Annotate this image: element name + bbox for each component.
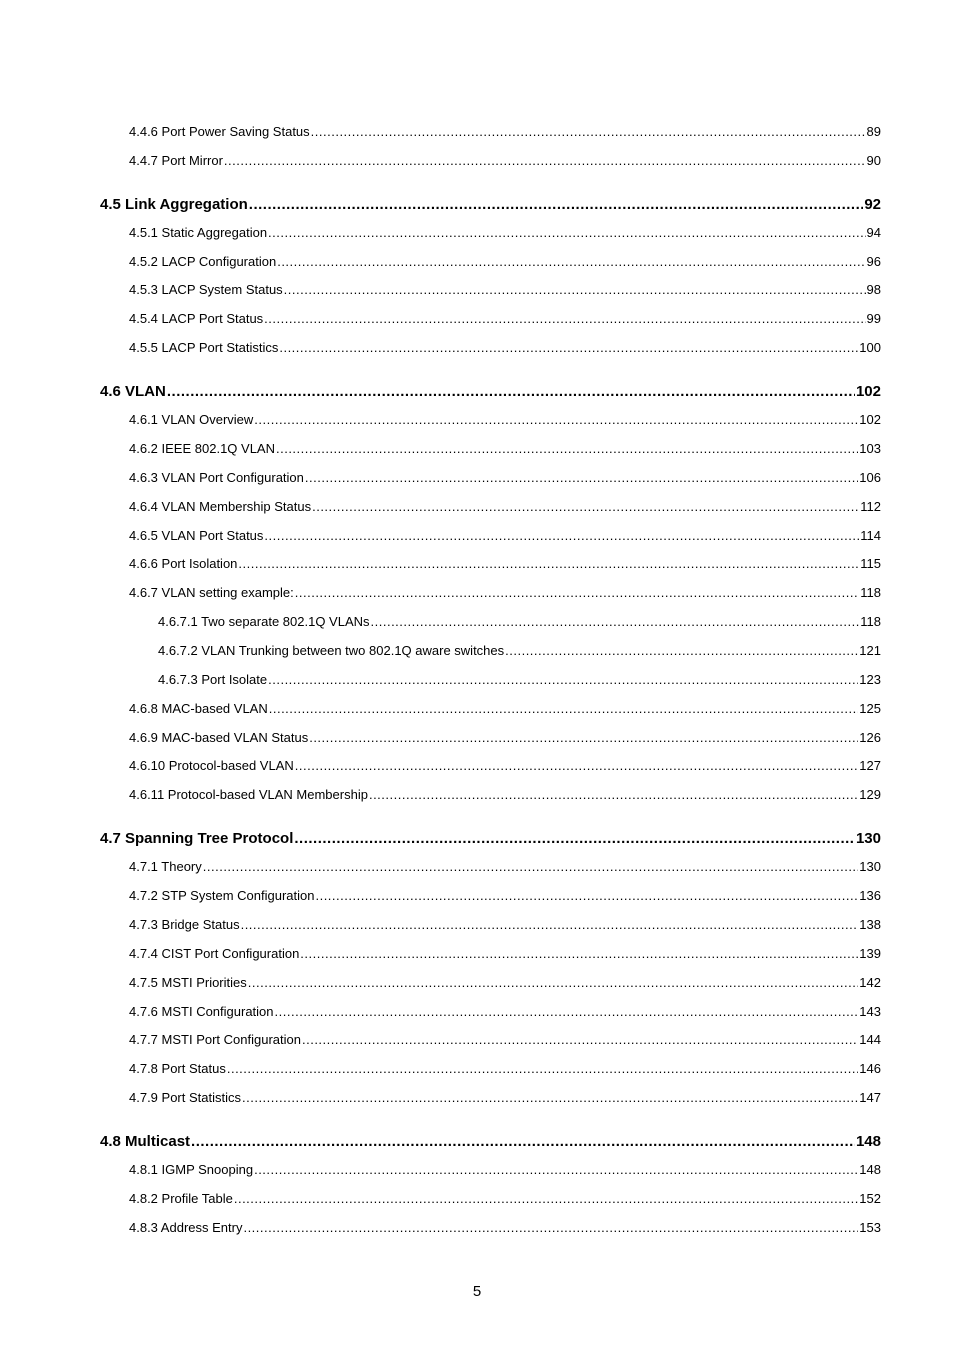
toc-entry[interactable] [129, 124, 881, 139]
toc-dot-leader [309, 730, 858, 745]
toc-entry-page: 94 [866, 225, 881, 240]
toc-entry-page: 142 [859, 975, 881, 990]
toc-entry-page: 146 [859, 1061, 881, 1076]
toc-entry-title: 4.8.3 Address Entry [129, 1220, 243, 1235]
toc-entry[interactable] [129, 1004, 881, 1019]
toc-entry[interactable] [129, 975, 881, 990]
toc-entry[interactable] [129, 441, 881, 456]
toc-dot-leader [295, 585, 860, 600]
toc-subentry[interactable] [158, 672, 881, 687]
toc-dot-leader [248, 975, 859, 990]
toc-entry-page: 139 [859, 946, 881, 961]
toc-entry-page: 129 [859, 787, 881, 802]
toc-dot-leader [268, 672, 858, 687]
toc-entry[interactable] [129, 1032, 881, 1047]
toc-entry-page: 118 [860, 585, 881, 600]
toc-entry[interactable] [129, 254, 881, 269]
toc-entry-title: 4.7.1 Theory [129, 859, 202, 874]
toc-entry-title: 4.5.3 LACP System Status [129, 282, 283, 297]
toc-entry-title: 4.7.9 Port Statistics [129, 1090, 241, 1105]
toc-entry-title: 4.6.11 Protocol-based VLAN Membership [129, 787, 368, 802]
toc-entry-page: 136 [859, 888, 881, 903]
toc-entry-title: 4.6.7 VLAN setting example: [129, 585, 294, 600]
toc-dot-leader [276, 441, 858, 456]
toc-entry[interactable] [129, 917, 881, 932]
toc-dot-leader [254, 1162, 858, 1177]
toc-entry[interactable] [129, 946, 881, 961]
toc-dot-leader [311, 124, 866, 139]
toc-entry-title: 4.7.7 MSTI Port Configuration [129, 1032, 301, 1047]
toc-entry[interactable] [129, 340, 881, 355]
toc-dot-leader [264, 311, 865, 326]
toc-section-title: 4.8 Multicast [100, 1133, 191, 1150]
toc-subentry[interactable] [158, 643, 881, 658]
toc-dot-leader [241, 917, 859, 932]
toc-entry[interactable] [129, 153, 881, 168]
toc-section-page: 92 [864, 196, 881, 213]
toc-entry-page: 152 [859, 1191, 881, 1206]
toc-entry-page: 148 [859, 1162, 881, 1177]
toc-entry[interactable] [129, 225, 881, 240]
toc-section-title: 4.6 VLAN [100, 383, 166, 400]
toc-entry-title: 4.6.7.2 VLAN Trunking between two 802.1Q aware switches [158, 643, 505, 658]
toc-section-page: 148 [855, 1133, 881, 1150]
toc-dot-leader [242, 1090, 858, 1105]
toc-entry-title: 4.7.6 MSTI Configuration [129, 1004, 274, 1019]
toc-dot-leader [269, 701, 859, 716]
toc-entry-title: 4.7.2 STP System Configuration [129, 888, 315, 903]
toc-entry-title: 4.6.10 Protocol-based VLAN [129, 758, 294, 773]
toc-entry[interactable] [129, 701, 881, 716]
toc-entry-page: 144 [859, 1032, 881, 1047]
toc-entry[interactable] [129, 311, 881, 326]
toc-entry[interactable] [129, 556, 881, 571]
toc-dot-leader [249, 196, 864, 213]
toc-dot-leader [300, 946, 858, 961]
toc-entry-title: 4.8.2 Profile Table [129, 1191, 233, 1206]
toc-entry-page: 126 [859, 730, 881, 745]
toc-section[interactable] [100, 830, 881, 847]
toc-section-title: 4.7 Spanning Tree Protocol [100, 830, 294, 847]
toc-dot-leader [203, 859, 859, 874]
toc-entry-page: 114 [860, 528, 881, 543]
toc-entry-page: 90 [866, 153, 881, 168]
toc-entry[interactable] [129, 1191, 881, 1206]
toc-entry[interactable] [129, 787, 881, 802]
toc-entry[interactable] [129, 585, 881, 600]
toc-section-page: 130 [855, 830, 881, 847]
toc-entry-title: 4.6.2 IEEE 802.1Q VLAN [129, 441, 275, 456]
toc-entry[interactable] [129, 730, 881, 745]
toc-entry-title: 4.5.1 Static Aggregation [129, 225, 268, 240]
toc-entry-page: 100 [859, 340, 881, 355]
toc-entry-title: 4.5.2 LACP Configuration [129, 254, 277, 269]
toc-dot-leader [369, 787, 858, 802]
toc-entry-page: 103 [859, 441, 881, 456]
toc-entry[interactable] [129, 859, 881, 874]
toc-entry[interactable] [129, 758, 881, 773]
toc-dot-leader [227, 1061, 858, 1076]
toc-entry-page: 143 [859, 1004, 881, 1019]
toc-entry-page: 96 [866, 254, 881, 269]
toc-dot-leader [167, 383, 855, 400]
toc-entry-title: 4.7.3 Bridge Status [129, 917, 240, 932]
toc-entry[interactable] [129, 499, 881, 514]
toc-entry-title: 4.6.5 VLAN Port Status [129, 528, 264, 543]
toc-dot-leader [295, 758, 859, 773]
toc-dot-leader [505, 643, 858, 658]
toc-entry[interactable] [129, 528, 881, 543]
toc-dot-leader [191, 1133, 855, 1150]
toc-entry-title: 4.6.6 Port Isolation [129, 556, 238, 571]
toc-dot-leader [275, 1004, 859, 1019]
toc-entry-page: 125 [859, 701, 881, 716]
toc-entry-title: 4.7.8 Port Status [129, 1061, 226, 1076]
toc-dot-leader [264, 528, 859, 543]
toc-dot-leader [277, 254, 865, 269]
toc-entry[interactable] [129, 1162, 881, 1177]
toc-dot-leader [234, 1191, 858, 1206]
toc-entry[interactable] [129, 412, 881, 427]
toc-dot-leader [315, 888, 858, 903]
toc-section-page: 102 [855, 383, 881, 400]
toc-dot-leader [284, 282, 866, 297]
toc-entry-title: 4.5.4 LACP Port Status [129, 311, 264, 326]
toc-entry-page: 127 [859, 758, 881, 773]
toc-entry-page: 89 [866, 124, 881, 139]
toc-entry-page: 123 [859, 672, 881, 687]
toc-entry[interactable] [129, 888, 881, 903]
toc-dot-leader [312, 499, 859, 514]
toc-dot-leader [268, 225, 865, 240]
toc-entry[interactable] [129, 470, 881, 485]
toc-dot-leader [305, 470, 858, 485]
toc-entry-title: 4.6.9 MAC-based VLAN Status [129, 730, 309, 745]
toc-entry-page: 112 [860, 499, 881, 514]
toc-dot-leader [254, 412, 858, 427]
toc-entry-title: 4.6.8 MAC-based VLAN [129, 701, 268, 716]
toc-section[interactable] [100, 1133, 881, 1150]
toc-entry-page: 106 [859, 470, 881, 485]
toc-section[interactable] [100, 383, 881, 400]
toc-dot-leader [371, 614, 860, 629]
toc-entry-page: 102 [859, 412, 881, 427]
toc-entry-page: 147 [859, 1090, 881, 1105]
toc-entry-title: 4.5.5 LACP Port Statistics [129, 340, 279, 355]
toc-entry-page: 153 [859, 1220, 881, 1235]
toc-entry[interactable] [129, 1061, 881, 1076]
toc-entry-title: 4.6.4 VLAN Membership Status [129, 499, 312, 514]
toc-dot-leader [294, 830, 855, 847]
toc-entry-title: 4.6.7.1 Two separate 802.1Q VLANs [158, 614, 370, 629]
toc-entry-title: 4.7.4 CIST Port Configuration [129, 946, 300, 961]
toc-entry-page: 98 [866, 282, 881, 297]
toc-entry-title: 4.7.5 MSTI Priorities [129, 975, 247, 990]
toc-entry-title: 4.4.6 Port Power Saving Status [129, 124, 310, 139]
toc-entry-title: 4.6.1 VLAN Overview [129, 412, 254, 427]
toc-entry-page: 138 [859, 917, 881, 932]
toc-dot-leader [238, 556, 859, 571]
toc-entry-title: 4.8.1 IGMP Snooping [129, 1162, 254, 1177]
toc-dot-leader [302, 1032, 858, 1047]
toc-dot-leader [224, 153, 866, 168]
toc-entry-title: 4.4.7 Port Mirror [129, 153, 223, 168]
toc-entry-page: 115 [860, 556, 881, 571]
toc-section-title: 4.5 Link Aggregation [100, 196, 248, 213]
toc-entry-page: 99 [866, 311, 881, 326]
toc-entry-page: 118 [860, 614, 881, 629]
toc-section[interactable] [100, 196, 881, 213]
page-number: 5 [472, 1283, 482, 1300]
toc-entry[interactable] [129, 282, 881, 297]
toc-entry-title: 4.6.7.3 Port Isolate [158, 672, 268, 687]
toc-entry[interactable] [129, 1090, 881, 1105]
toc-entry-title: 4.6.3 VLAN Port Configuration [129, 470, 304, 485]
toc-entry-page: 121 [859, 643, 881, 658]
toc-entry[interactable] [129, 1220, 881, 1235]
toc-dot-leader [279, 340, 858, 355]
toc-entry-page: 130 [859, 859, 881, 874]
toc-dot-leader [243, 1220, 858, 1235]
toc-subentry[interactable] [158, 614, 881, 629]
